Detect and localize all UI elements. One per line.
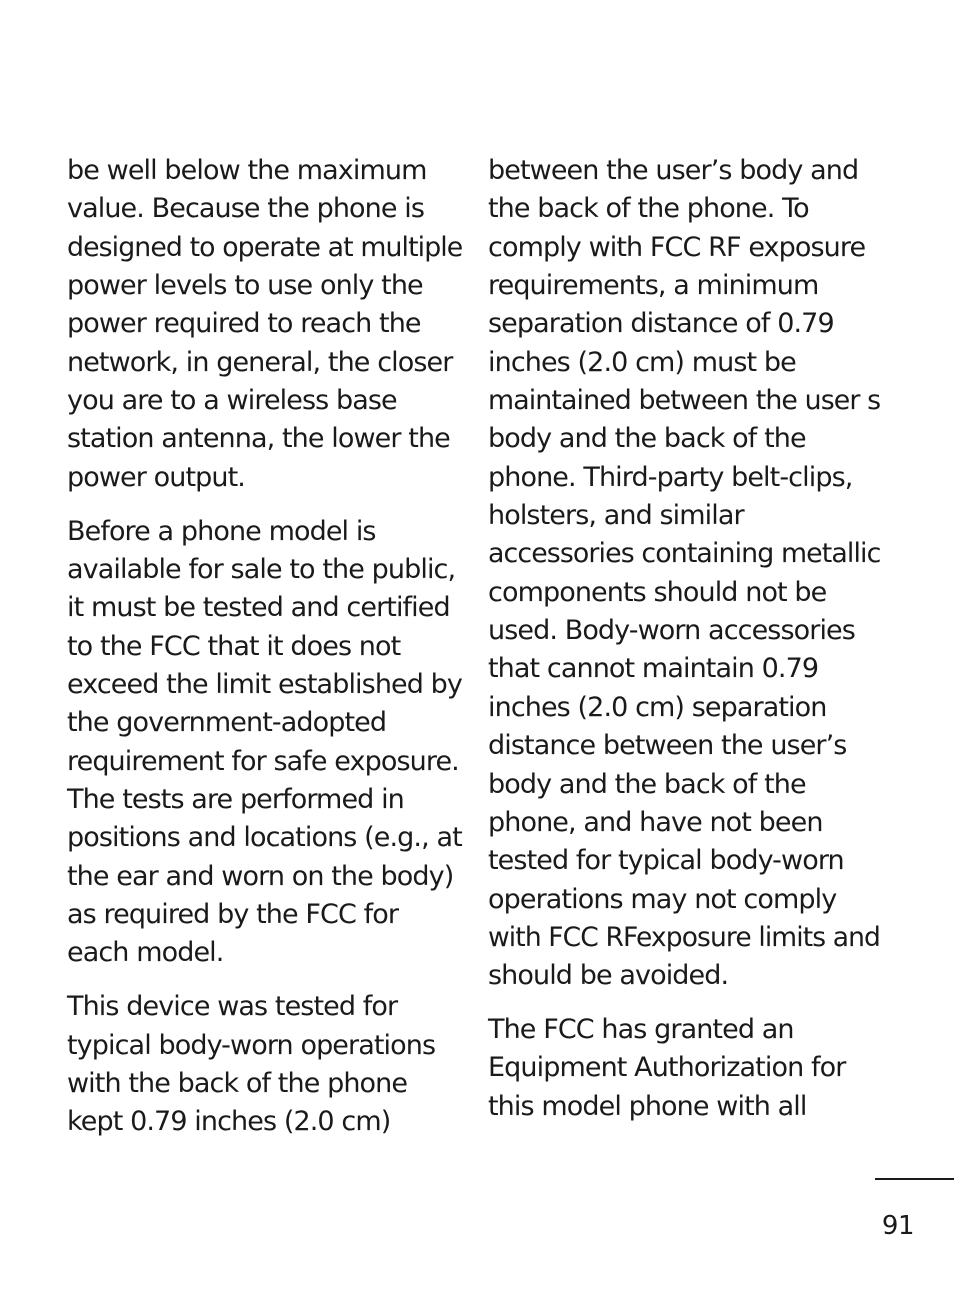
text-line: requirements, a minimum bbox=[488, 270, 819, 302]
text-line: to the FCC that it does not bbox=[67, 630, 401, 662]
text-line: as required by the FCC for bbox=[67, 899, 399, 931]
text-line: Equipment Authorization for bbox=[488, 1052, 846, 1084]
text-line: The tests are performed in bbox=[67, 784, 404, 815]
paragraph-certification bbox=[67, 513, 462, 973]
text-line: The FCC has granted an bbox=[488, 1014, 794, 1046]
text-line: be well below the maximum bbox=[67, 155, 427, 186]
text-line: designed to operate at multiple bbox=[67, 231, 463, 263]
text-line: should be avoided. bbox=[488, 960, 729, 992]
text-line: the ear and worn on the body) bbox=[67, 860, 454, 892]
paragraph-equipment-authorization bbox=[488, 1011, 880, 1126]
text-line: Before a phone model is bbox=[67, 515, 376, 547]
text-line: the back of the phone. To bbox=[488, 193, 809, 225]
text-line: positions and locations (e.g., at bbox=[67, 822, 462, 854]
text-line: the government-adopted bbox=[67, 707, 387, 739]
paragraph-body-worn-test bbox=[67, 988, 462, 1141]
text-line: operations may not comply bbox=[488, 883, 837, 915]
text-line: comply with FCC RF exposure bbox=[488, 231, 866, 263]
text-line: power levels to use only the bbox=[67, 270, 423, 302]
footer-divider bbox=[875, 1178, 954, 1180]
right-column bbox=[488, 152, 880, 1126]
paragraph-separation-distance bbox=[488, 152, 880, 996]
text-line: exceed the limit established by bbox=[67, 668, 462, 700]
text-line: available for sale to the public, bbox=[67, 553, 456, 585]
text-line: components should not be bbox=[488, 576, 827, 608]
text-line: used. Body-worn accessories bbox=[488, 615, 855, 647]
text-line: maintained between the user s bbox=[488, 385, 881, 417]
text-line: network, in general, the closer bbox=[67, 346, 453, 378]
text-line: it must be tested and certified bbox=[67, 592, 450, 624]
text-line: body and the back of the bbox=[488, 423, 806, 455]
text-line: with the back of the phone bbox=[67, 1067, 408, 1099]
text-line: distance between the user’s bbox=[488, 730, 847, 762]
text-line: value. Because the phone is bbox=[67, 193, 425, 225]
text-line: between the user’s body and bbox=[488, 155, 859, 186]
text-line: kept 0.79 inches (2.0 cm) bbox=[67, 1106, 391, 1138]
text-line: that cannot maintain 0.79 bbox=[488, 653, 819, 685]
text-line: with FCC RFexposure limits and bbox=[488, 921, 881, 953]
text-line: power required to reach the bbox=[67, 308, 421, 340]
text-line: station antenna, the lower the bbox=[67, 423, 450, 455]
text-line: requirement for safe exposure. bbox=[67, 745, 459, 777]
text-line: inches (2.0 cm) separation bbox=[488, 691, 827, 723]
text-line: accessories containing metallic bbox=[488, 538, 881, 570]
text-line: each model. bbox=[67, 937, 224, 969]
left-column bbox=[67, 152, 462, 1142]
text-line: inches (2.0 cm) must be bbox=[488, 346, 796, 378]
text-line: phone. Third-party belt-clips, bbox=[488, 461, 853, 493]
page-number: 91 bbox=[881, 1211, 914, 1241]
text-line: holsters, and similar bbox=[488, 500, 744, 532]
text-line: you are to a wireless base bbox=[67, 385, 397, 417]
text-line: phone, and have not been bbox=[488, 806, 823, 838]
text-line: separation distance of 0.79 bbox=[488, 308, 834, 340]
text-line: power output. bbox=[67, 461, 245, 493]
text-line: body and the back of the bbox=[488, 768, 806, 800]
text-line: This device was tested for bbox=[67, 991, 398, 1023]
paragraph-power-levels bbox=[67, 152, 462, 497]
text-line: tested for typical body-worn bbox=[488, 845, 844, 877]
text-line: typical body-worn operations bbox=[67, 1029, 436, 1061]
text-line: this model phone with all bbox=[488, 1090, 807, 1122]
